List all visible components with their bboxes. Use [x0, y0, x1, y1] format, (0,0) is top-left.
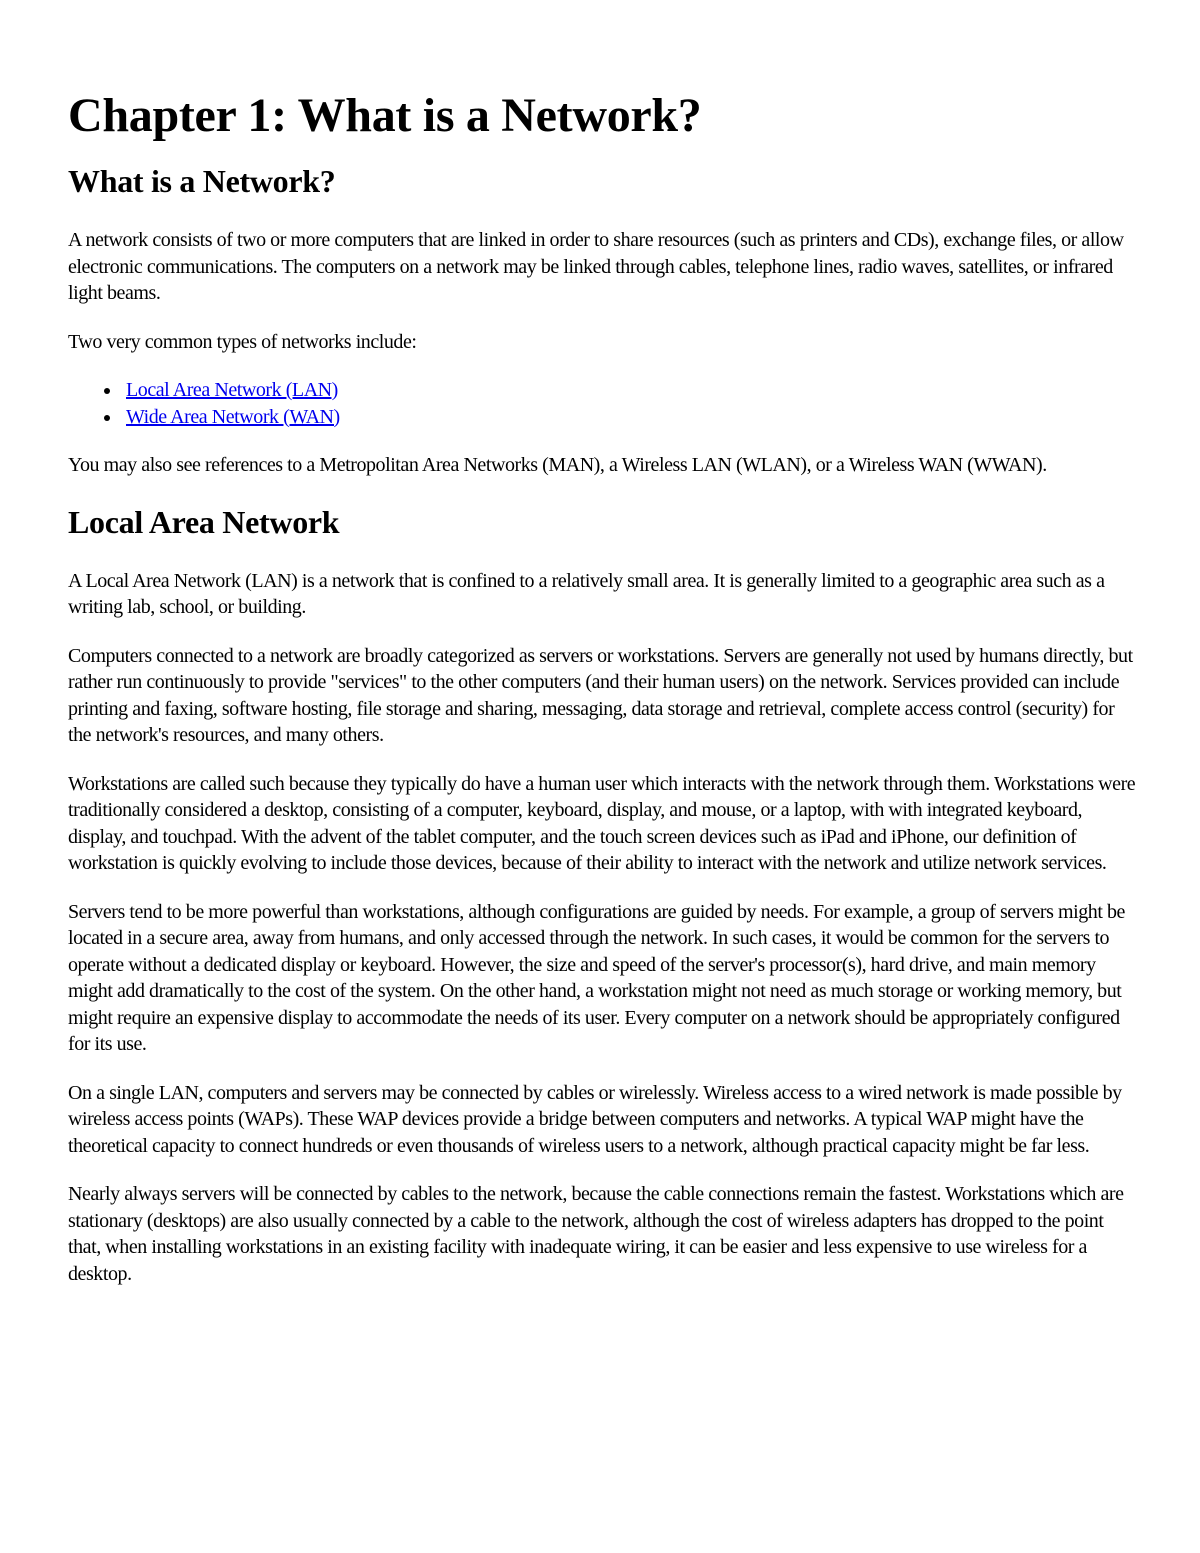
page-title: Chapter 1: What is a Network?	[68, 89, 702, 142]
paragraph-network-definition: A network consists of two or more computers that are linked in order to share resources (such as printers and CDs), exchange files, or allow electronic communications. The computers on a network may be linked through cables, telephone lines, radio waves, satellites, or infrared light beams.	[68, 229, 1124, 304]
list-item	[126, 377, 1136, 404]
paragraph-cable-connections: Nearly always servers will be connected by cables to the network, because the cable connections remain the fastest. Workstations which are stationary (desktops) are also usually connected by a cable to the network, although the cost of wireless adapters has dropped to the point that, when installing workstations in an existing facility with inadequate wiring, it can be easier and less expensive to use wireless for a desktop.	[68, 1183, 1124, 1285]
bullet-icon	[104, 415, 110, 421]
section-heading-local-area-network: Local Area Network	[68, 503, 340, 540]
paragraph-network-types-intro: Two very common types of networks include:	[68, 330, 417, 353]
paragraph-servers-power: Servers tend to be more powerful than workstations, although configurations are guided by needs. For example, a group of servers might be located in a secure area, away from humans, and only accessed through the network. In such cases, it would be common for the servers to operate without a dedicated display or keyboard. However, the size and speed of the server's processor(s), hard drive, and main memory might add dramatically to the cost of the system. On the other hand, a workstation might not need as much storage or working memory, but might require an expensive display to accommodate the needs of its user. Every computer on a network should be appropriately configured for its use.	[68, 900, 1125, 1055]
bullet-icon	[104, 388, 110, 394]
paragraph-other-network-types: You may also see references to a Metropolitan Area Networks (MAN), a Wireless LAN (WLAN), or a Wireless WAN (WWAN).	[68, 454, 1047, 476]
paragraph-lan-definition: A Local Area Network (LAN) is a network that is confined to a relatively small area. It is generally limited to a geographic area such as a writing lab, school, or building.	[68, 569, 1105, 618]
paragraph-wireless-access: On a single LAN, computers and servers may be connected by cables or wirelessly. Wireless access to a wired network is made possible by wireless access points (WAPs). These WAP devices provide a bridge between computers and networks. A typical WAP might have the theoretical capacity to connect hundreds or even thousands of wireless users to a network, although practical capacity might be far less.	[68, 1081, 1122, 1157]
link-lan[interactable]: Local Area Network (LAN)	[126, 379, 338, 401]
document-page	[68, 0, 1136, 1287]
paragraph-servers-workstations: Computers connected to a network are broadly categorized as servers or workstations. Servers are generally not used by humans directly, but rather run continuously to provide "services" to the other computers (and their human users) on the network. Services provided can include printing and faxing, software hosting, file storage and sharing, messaging, data storage and retrieval, complete access control (security) for the network's resources, and many others.	[68, 644, 1133, 746]
link-wan[interactable]: Wide Area Network (WAN)	[126, 405, 340, 428]
section-heading-what-is-network: What is a Network?	[68, 163, 336, 199]
paragraph-workstations: Workstations are called such because they typically do have a human user which interacts with the network through them. Workstations were traditionally considered a desktop, consisting of a computer, keyboard, display, and mouse, or a laptop, with with integrated keyboard, display, and touchpad. With the advent of the tablet computer, and the touch screen devices such as iPad and iPhone, our definition of workstation is quickly evolving to include those devices, because of their ability to interact with the network and utilize network services.	[68, 772, 1136, 874]
list-item	[126, 404, 1136, 431]
network-types-list	[68, 377, 1136, 430]
